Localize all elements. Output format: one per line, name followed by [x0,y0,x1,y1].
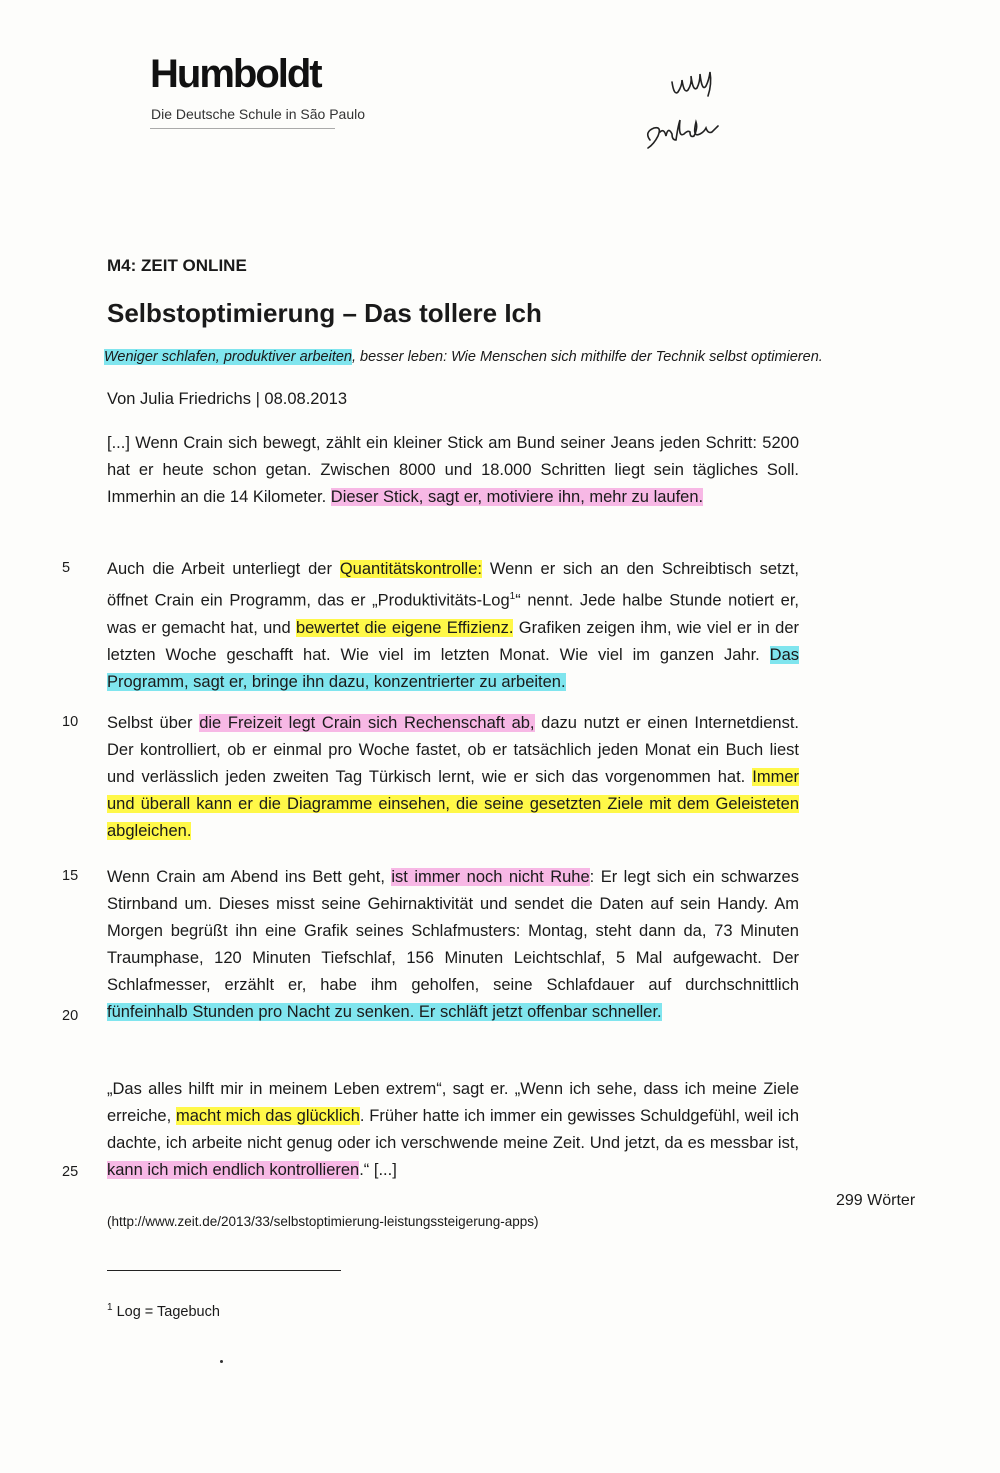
highlight-cyan: Das Programm, sagt er, bringe ihn dazu, konzentrierter zu arbeiten. [107,645,799,691]
line-number: 15 [62,868,79,884]
highlight-cyan: fünfeinhalb Stunden pro Nacht zu senken. Er schläft jetzt offenbar schneller. [107,1003,662,1021]
material-label: M4: ZEIT ONLINE [107,256,247,275]
word-count: 299 Wörter [836,1192,916,1209]
school-logo-title: Humboldt [150,52,321,96]
paragraph-2: Auch die Arbeit unterliegt der Quantitätskontrolle: Wenn er sich an den Schreibtisch setzt, öffnet Crain ein Programm, das er „Produktivitäts-Log$^1$“ nennt. Jede halbe Stunde notiert er, was er gemacht hat, und bewertet die eigene Effizienz. Grafiken zeigen ihm, wie viel er in der letzten Woche geschafft hat. Wie viel im letzten Monat. Wie viel im ganzen Jahr. Das Programm, sagt er, bringe ihn dazu, konzentrierter zu arbeiten. [107,560,800,691]
highlight-yellow: bewertet die eigene Effizienz. [295,618,514,637]
article-byline: Von Julia Friedrichs | 08.08.2013 [107,390,348,408]
stray-mark [220,1360,223,1363]
paragraph-4: Wenn Crain am Abend ins Bett geht, ist immer noch nicht Ruhe: Er legt sich ein schwarzes Stirnband um. Dieses misst seine Gehirnaktivität und sendet die Daten auf sein Handy. Am Morgen begrüßt ihn eine Grafik seines Schlafmusters: Montag, steht dann da, 73 Minuten Traumphase, 120 Minuten Tiefschlaf, 156 Minuten Leichtschlaf, 5 Mal aufgewacht. Der Schlafmesser, erzählt er, habe ihm geholfen, seine Schlafdauer auf durchschnittlich fünfeinhalb Stunden pro Nacht zu senken. Er schläft jetzt offenbar schneller. [107,868,799,1021]
school-logo-subtitle: Die Deutsche Schule in São Paulo [151,106,366,122]
line-number: 25 [62,1164,79,1180]
paragraph-1: [...] Wenn Crain sich bewegt, zählt ein kleiner Stick am Bund seiner Jeans jeden Schritt: 5200 hat er heute schon getan. Zwischen 8000 und 18.000 Schritten liegt sein tägliches Soll. Immerhin an die 14 Kilometer. Dieser Stick, sagt er, motiviere ihn, mehr zu laufen. [107,434,799,506]
article-title: Selbstoptimierung – Das tollere Ich [107,298,542,328]
highlight-pink: Dieser Stick, sagt er, motiviere ihn, mehr zu laufen. [330,488,704,506]
highlight-pink: ist immer noch nicht Ruhe [391,868,590,886]
source-url: (http://www.zeit.de/2013/33/selbstoptimierung-leistungssteigerung-apps) [107,1214,539,1229]
handwritten-note [610,60,770,160]
footnote-number: 1 [107,1302,113,1313]
paragraph-3: Selbst über die Freizeit legt Crain sich Rechenschaft ab, dazu nutzt er einen Internetdienst. Der kontrolliert, ob er einmal pro Woche fastet, ob er tatsächlich jeden Monat ein Buch liest und verlässlich jeden zweiten Tag Türkisch lernt, wie er sich das vorgenommen hat. Immer und überall kann er die Diagramme einsehen, die seine gesetzten Ziele mit dem Geleisteten abgleichen. [107,714,799,840]
highlight-yellow: Immer und überall kann er die Diagramme einsehen, die seine gesetzten Ziele mit dem Geleisteten abgleichen. [107,768,799,840]
highlight-pink: kann ich mich endlich kontrollieren [107,1161,360,1179]
highlight-cyan: Weniger schlafen, produktiver arbeiten [104,349,352,365]
footnote-divider [107,1270,341,1271]
logo-divider [150,128,335,129]
footnote: $^1$ Log = Tagebuch [107,1302,220,1320]
footnote-marker: 1 [509,591,516,602]
line-number: 5 [62,560,71,576]
line-number: 10 [62,714,79,730]
highlight-pink: die Freizeit legt Crain sich Rechenschaft ab, [199,714,535,732]
paragraph-5: „Das alles hilft mir in meinem Leben extrem“, sagt er. „Wenn ich sehe, dass ich meine Ziele erreiche, macht mich das glücklich. Früher hatte ich immer ein gewisses Schuldgefühl, weil ich dachte, ich arbeite nicht genug oder ich verschwende meine Zeit. Und jetzt, da es messbar ist, kann ich mich endlich kontrollieren.“ [...] [107,1080,799,1179]
highlight-yellow: Quantitätskontrolle: [339,560,482,578]
line-number: 20 [62,1008,79,1024]
article-subtitle: Weniger schlafen, produktiver arbeiten, besser leben: Wie Menschen sich mithilfe der Technik selbst optimieren. [104,349,823,365]
highlight-yellow: macht mich das glücklich [175,1107,360,1125]
